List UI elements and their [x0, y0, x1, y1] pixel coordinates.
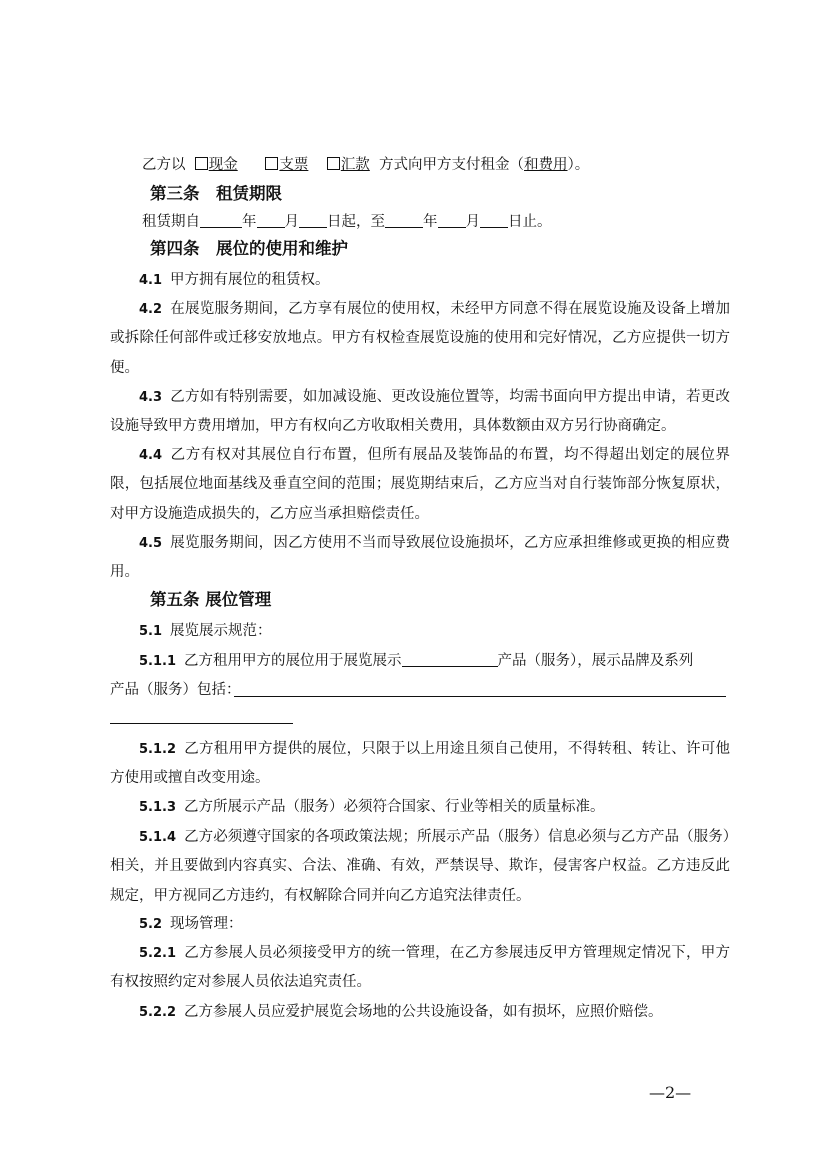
clause-4-3 — [110, 383, 730, 442]
clause-text: 乙方有权对其展位自行布置，但所有展品及装饰品的布置，均不得超出划定的展位界限，包括展位地面基线及垂直空间的范围；展览期结束后，乙方应当对自行装饰部分恢复原状，对甲方设施造成损失的，乙方应当承担赔偿责任。 — [110, 447, 730, 522]
start-month-blank[interactable] — [257, 213, 285, 228]
clause-number: 4.5 — [139, 536, 163, 551]
payment-prefix: 乙方以 — [142, 157, 186, 173]
clause-text: 乙方如有特别需要，如加减设施、更改设施位置等，均需书面向甲方提出申请，若更改设施导致甲方费用增加，甲方有权向乙方收取相关费用，具体数额由双方另行协商确定。 — [110, 389, 730, 435]
clause-text: 在展览服务期间，乙方享有展位的使用权，未经甲方同意不得在展览设施及设备上增加或拆除任何部件或迁移安放地点。甲方有权检查展览设施的使用和完好情况，乙方应提供一切方便。 — [110, 301, 730, 376]
clause-5-2-2 — [110, 998, 759, 1027]
clause-text: 乙方所展示产品（服务）必须符合国家、行业等相关的质量标准。 — [184, 799, 605, 815]
clause-number: 4.3 — [139, 390, 163, 405]
clause-text-b: 产品（服务），展示品牌及系列 — [497, 653, 694, 669]
clause-number: 5.2 — [139, 917, 163, 932]
end-year-blank[interactable] — [385, 213, 423, 228]
payment-suffix-a: 方式向甲方支付租金（ — [379, 157, 525, 173]
clause-text: 乙方必须遵守国家的各项政策法规；所展示产品（服务）信息必须与乙方产品（服务）相关，并且要做到内容真实、合法、准确、有效，严禁误导、欺诈，侵害客户权益。乙方违反此规定，甲方视同乙方违约，有权解除合同并向乙方追究法律责任。 — [110, 829, 730, 904]
clause-number: 5.2.1 — [139, 946, 177, 961]
clause-number: 5.1.1 — [139, 654, 177, 669]
clause-number: 5.1 — [139, 624, 163, 639]
clause-5-1 — [110, 617, 759, 646]
products-fill-line-2[interactable] — [110, 723, 293, 724]
clause-5-1-4 — [110, 823, 730, 911]
clause-5-1-1-cont — [110, 676, 730, 705]
start-day-blank[interactable] — [299, 213, 327, 228]
cash-checkbox[interactable] — [195, 157, 208, 170]
clause-text: 乙方租用甲方提供的展位，只限于以上用途且须自己使用，不得转租、转让、许可他方使用或擅自改变用途。 — [110, 741, 730, 787]
end-day-blank[interactable] — [480, 213, 508, 228]
clause-number: 5.2.2 — [139, 1005, 177, 1020]
fees-label: 和费用 — [524, 157, 568, 173]
article-5-heading: 第五条 展位管理 — [150, 590, 272, 609]
clause-number: 5.1.3 — [139, 800, 177, 815]
page-number: —2— — [649, 1083, 692, 1102]
lease-start-text: 租赁期自 — [142, 214, 200, 230]
check-label: 支票 — [279, 157, 309, 173]
clause-5-2-1 — [110, 939, 730, 998]
year-text: 年 — [242, 214, 257, 230]
payment-line — [142, 155, 762, 175]
clause-text-c: 产品（服务）包括： — [110, 682, 241, 698]
clause-5-1-3 — [110, 793, 759, 822]
clause-number: 4.1 — [139, 273, 163, 288]
cash-label: 现金 — [208, 157, 238, 173]
clause-text: 展览展示规范： — [170, 623, 272, 639]
clause-text-a: 乙方租用甲方的展位用于展览展示 — [184, 653, 402, 669]
clause-number: 5.1.4 — [139, 830, 177, 845]
products-fill-line[interactable] — [234, 696, 726, 697]
clause-text: 乙方参展人员必须接受甲方的统一管理，在乙方参展违反甲方管理规定情况下，甲方有权按照约定对参展人员依法追究责任。 — [110, 945, 730, 991]
remit-checkbox[interactable] — [327, 157, 340, 170]
day-from-text: 日起，至 — [327, 214, 385, 230]
clause-text: 甲方拥有展位的租赁权。 — [170, 272, 330, 288]
end-month-blank[interactable] — [438, 213, 466, 228]
check-checkbox[interactable] — [265, 157, 278, 170]
clause-5-1-2 — [110, 735, 730, 794]
remit-label: 汇款 — [340, 157, 370, 173]
year2-text: 年 — [423, 214, 438, 230]
lease-end-text: 日止。 — [508, 214, 552, 230]
clause-text: 现场管理： — [170, 916, 243, 932]
month-text: 月 — [284, 214, 299, 230]
payment-suffix-b: ）。 — [567, 157, 590, 173]
article-4-heading: 第四条 展位的使用和维护 — [150, 239, 348, 258]
clause-number: 5.1.2 — [139, 742, 177, 757]
clause-5-2 — [110, 910, 759, 939]
clause-4-1 — [110, 266, 759, 295]
clause-4-4 — [110, 441, 730, 529]
clause-5-1-1 — [110, 647, 759, 676]
clause-number: 4.4 — [139, 448, 163, 463]
article-3-heading: 第三条 租赁期限 — [150, 184, 282, 203]
clause-4-2 — [110, 295, 730, 383]
clause-number: 4.2 — [139, 302, 163, 317]
clause-4-5 — [110, 529, 730, 588]
start-year-blank[interactable] — [200, 213, 242, 228]
clause-text: 乙方参展人员应爱护展览会场地的公共设施设备，如有损坏，应照价赔偿。 — [184, 1004, 663, 1020]
clause-text: 展览服务期间，因乙方使用不当而导致展位设施损坏，乙方应承担维修或更换的相应费用。 — [110, 535, 730, 581]
product-blank[interactable] — [402, 652, 498, 667]
lease-period-line — [142, 212, 762, 232]
month2-text: 月 — [465, 214, 480, 230]
